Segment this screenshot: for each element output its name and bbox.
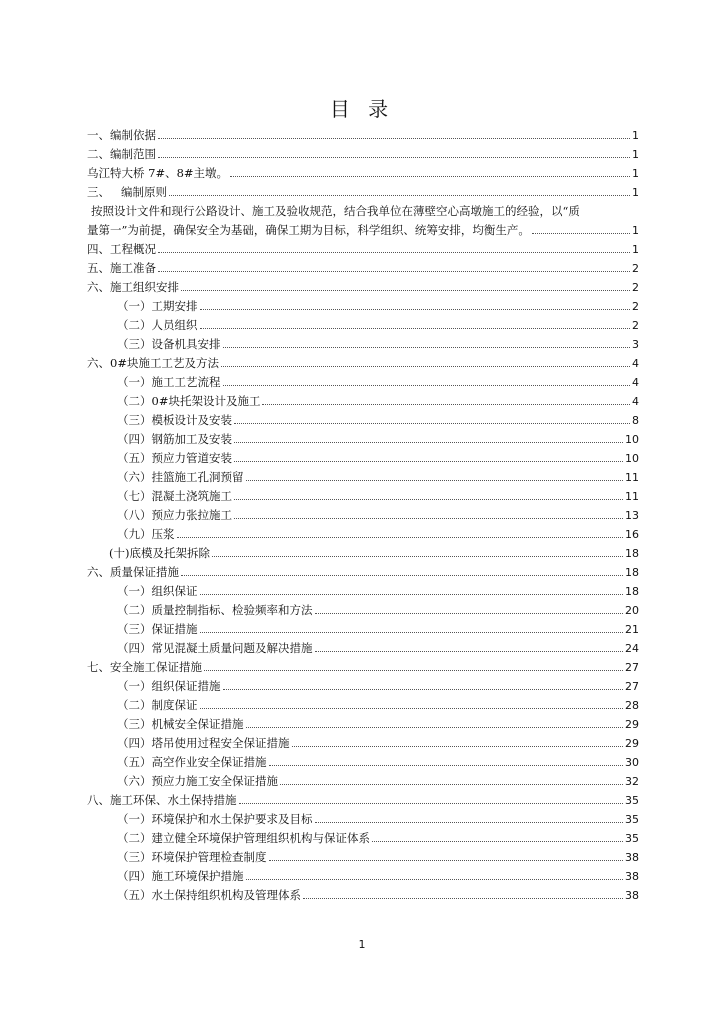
toc-entry-label: （七）混凝土浇筑施工 [117,489,232,503]
toc-entry-grouting[interactable] [87,525,639,544]
toc-leader-dots [177,525,624,538]
toc-entry-organization[interactable] [87,278,639,297]
toc-entry-quality-measures[interactable] [87,563,639,582]
toc-leader-dots [200,582,624,595]
toc-leader-dots [246,715,624,728]
toc-entry-label: 六、施工组织安排 [87,280,179,294]
toc-entry-system-guarantee[interactable] [87,696,639,715]
toc-entry-env-org[interactable] [87,829,639,848]
toc-entry-high-altitude-safety[interactable] [87,753,639,772]
toc-entry-label: （八）预应力张拉施工 [117,508,232,522]
toc-page-number: 2 [632,319,639,332]
toc-entry-label: （一）施工工艺流程 [117,375,221,389]
toc-page-number: 2 [632,262,639,275]
toc-page-number: 28 [625,699,639,712]
toc-page-number: 18 [625,566,639,579]
toc-entry-hanging-basket-holes[interactable] [87,468,639,487]
toc-entry-label: (十)底模及托架拆除 [109,546,210,560]
toc-page-number: 2 [632,281,639,294]
toc-entry-label: （二）制度保证 [117,698,198,712]
toc-leader-dots [181,563,623,576]
toc-entry-prestress-safety[interactable] [87,772,639,791]
toc-entry-label: 二、编制范围 [87,147,156,161]
toc-page-number: 1 [632,148,639,161]
toc-page-number: 29 [625,737,639,750]
toc-leader-dots [158,240,630,253]
toc-entry-env-goals[interactable] [87,810,639,829]
toc-leader-dots [262,392,630,405]
toc-page-number: 27 [625,680,639,693]
toc-page-number: 11 [625,490,639,503]
toc-entry-wujiang-bridge[interactable] [87,164,639,183]
toc-entry-label: （五）水土保持组织机构及管理体系 [117,888,301,902]
toc-leader-dots [221,354,630,367]
toc-leader-dots [181,278,630,291]
toc-entry-label: （一）工期安排 [117,299,198,313]
toc-page-number: 32 [625,775,639,788]
toc-entry-bracket-design[interactable] [87,392,639,411]
toc-page-number: 30 [625,756,639,769]
toc-leader-dots [223,373,631,386]
toc-page-number: 35 [625,813,639,826]
toc-entry-schedule[interactable] [87,297,639,316]
toc-leader-dots [200,297,631,310]
toc-entry-label: （二）质量控制指标、检验频率和方法 [117,603,313,617]
toc-entry-principles-detail[interactable] [87,202,639,240]
toc-leader-dots [200,316,631,329]
toc-page-number: 1 [632,167,639,180]
toc-entry-label: 八、施工环保、水土保持措施 [87,793,237,807]
toc-entry-label: （六）挂篮施工孔洞预留 [117,470,244,484]
toc-entry-concrete-issues[interactable] [87,639,639,658]
toc-entry-label: 七、安全施工保证措施 [87,660,202,674]
toc-page-number: 1 [632,129,639,142]
toc-entry-label: 六、质量保证措施 [87,565,179,579]
toc-entry-env-inspection[interactable] [87,848,639,867]
toc-leader-dots [315,639,624,652]
toc-entry-environmental[interactable] [87,791,639,810]
toc-entry-safety-org[interactable] [87,677,639,696]
toc-entry-tower-crane-safety[interactable] [87,734,639,753]
toc-entry-label-line1: 按照设计文件和现行公路设计、施工及验收规范，结合我单位在薄壁空心高墩施工的经验，以“质 [91,204,580,218]
toc-entry-label: （四）塔吊使用过程安全保证措施 [117,736,290,750]
toc-page-number: 29 [625,718,639,731]
toc-entry-guarantee-measures[interactable] [87,620,639,639]
toc-entry-label: （一）环境保护和水土保护要求及目标 [117,812,313,826]
toc-entry-label: （三）模板设计及安装 [117,413,232,427]
toc-entry-label: （三）环境保护管理检查制度 [117,850,267,864]
toc-page-number: 2 [632,300,639,313]
toc-page-number: 1 [632,224,639,237]
toc-leader-dots [246,468,624,481]
toc-entry-compilation-principles[interactable] [87,183,639,202]
toc-entry-label-line2: 量第一”为前提，确保安全为基础，确保工期为目标，科学组织、统筹安排，均衡生产。 [87,223,530,237]
toc-page-number: 18 [625,547,639,560]
toc-page-number: 16 [625,528,639,541]
toc-page-number: 27 [625,661,639,674]
toc-entry-block0-process[interactable] [87,354,639,373]
toc-entry-construction-preparation[interactable] [87,259,639,278]
toc-leader-dots [532,221,630,234]
toc-entry-formwork[interactable] [87,411,639,430]
toc-page-number: 10 [625,452,639,465]
toc-entry-label: （六）预应力施工安全保证措施 [117,774,278,788]
toc-leader-dots [223,677,624,690]
toc-entry-label: 四、工程概况 [87,242,156,256]
toc-leader-dots [200,696,624,709]
toc-entry-label: （二）0#块托架设计及施工 [117,394,261,408]
toc-entry-label: （四）钢筋加工及安装 [117,432,232,446]
toc-page-number: 24 [625,642,639,655]
toc-entry-label: （五）预应力管道安装 [117,451,232,465]
toc-entry-machinery-safety[interactable] [87,715,639,734]
toc-page-number: 18 [625,585,639,598]
toc-leader-dots [230,164,630,177]
toc-leader-dots [200,620,624,633]
toc-page-number: 35 [625,794,639,807]
toc-leader-dots [239,791,624,804]
toc-entry-label: （九）压浆 [117,527,175,541]
toc-leader-dots [223,335,631,348]
toc-leader-dots [315,810,624,823]
toc-page-number: 20 [625,604,639,617]
toc-page-number: 4 [632,395,639,408]
toc-page-number: 38 [625,870,639,883]
toc-page-number: 38 [625,889,639,902]
toc-entry-tensioning[interactable] [87,506,639,525]
toc-leader-dots [372,829,623,842]
toc-page-number: 3 [632,338,639,351]
toc-leader-dots [234,430,623,443]
toc-entry-process-flow[interactable] [87,373,639,392]
toc-page-number: 10 [625,433,639,446]
toc-entry-label: 一、编制依据 [87,128,156,142]
toc-entry-label: （四）施工环境保护措施 [117,869,244,883]
toc-entry-soil-water-org[interactable] [87,886,639,905]
toc-entry-env-measures[interactable] [87,867,639,886]
toc-leader-dots [234,449,623,462]
toc-entry-rebar[interactable] [87,430,639,449]
toc-leader-dots [158,126,630,139]
toc-leader-dots [169,183,630,196]
toc-page-number: 1 [632,243,639,256]
toc-leader-dots [234,487,623,500]
toc-leader-dots [246,867,624,880]
toc-page-number: 21 [625,623,639,636]
toc-leader-dots [269,848,624,861]
toc-entry-label: 乌江特大桥 7#、8#主墩。 [87,166,229,180]
toc-leader-dots [280,772,623,785]
toc-entry-compilation-basis[interactable] [87,126,639,145]
toc-entry-prestress-duct[interactable] [87,449,639,468]
toc-entry-equipment[interactable] [87,335,639,354]
toc-entry-compilation-scope[interactable] [87,145,639,164]
toc-page-number: 4 [632,357,639,370]
toc-page-number: 13 [625,509,639,522]
toc-entry-label: （五）高空作业安全保证措施 [117,755,267,769]
toc-leader-dots [315,601,624,614]
toc-page-number: 11 [625,471,639,484]
toc-entry-label: 五、施工准备 [87,261,156,275]
toc-leader-dots [234,506,623,519]
toc-entry-label: （三）保证措施 [117,622,198,636]
toc-entry-project-overview[interactable] [87,240,639,259]
toc-entry-removal[interactable] [87,544,639,563]
toc-leader-dots [269,753,624,766]
toc-page-number: 8 [632,414,639,427]
toc-entry-label: （一）组织保证 [117,584,198,598]
toc-leader-dots [158,259,630,272]
toc-leader-dots [212,544,623,557]
toc-title: 目 录 [329,97,395,121]
toc-leader-dots [303,886,623,899]
toc-entry-personnel[interactable] [87,316,639,335]
toc-entry-quality-indicators[interactable] [87,601,639,620]
toc-page-number: 1 [632,186,639,199]
toc-page-number: 35 [625,832,639,845]
toc-entry-label: 六、0#块施工工艺及方法 [87,356,219,370]
toc-entry-label: （二）建立健全环境保护管理组织机构与保证体系 [117,831,370,845]
footer-page-number: 1 [358,938,366,951]
toc-entry-concrete-pouring[interactable] [87,487,639,506]
toc-entry-org-guarantee[interactable] [87,582,639,601]
toc-entry-label: （四）常见混凝土质量问题及解决措施 [117,641,313,655]
table-of-contents [87,126,639,905]
toc-page-number: 38 [625,851,639,864]
toc-entry-safety-measures[interactable] [87,658,639,677]
toc-entry-label: （二）人员组织 [117,318,198,332]
toc-leader-dots [158,145,630,158]
toc-leader-dots [234,411,630,424]
toc-leader-dots [292,734,624,747]
toc-entry-label: （一）组织保证措施 [117,679,221,693]
toc-entry-label: （三）机械安全保证措施 [117,717,244,731]
toc-leader-dots [204,658,623,671]
toc-page-number: 4 [632,376,639,389]
toc-entry-label: 三、 编制原则 [87,185,167,199]
toc-entry-label: （三）设备机具安排 [117,337,221,351]
